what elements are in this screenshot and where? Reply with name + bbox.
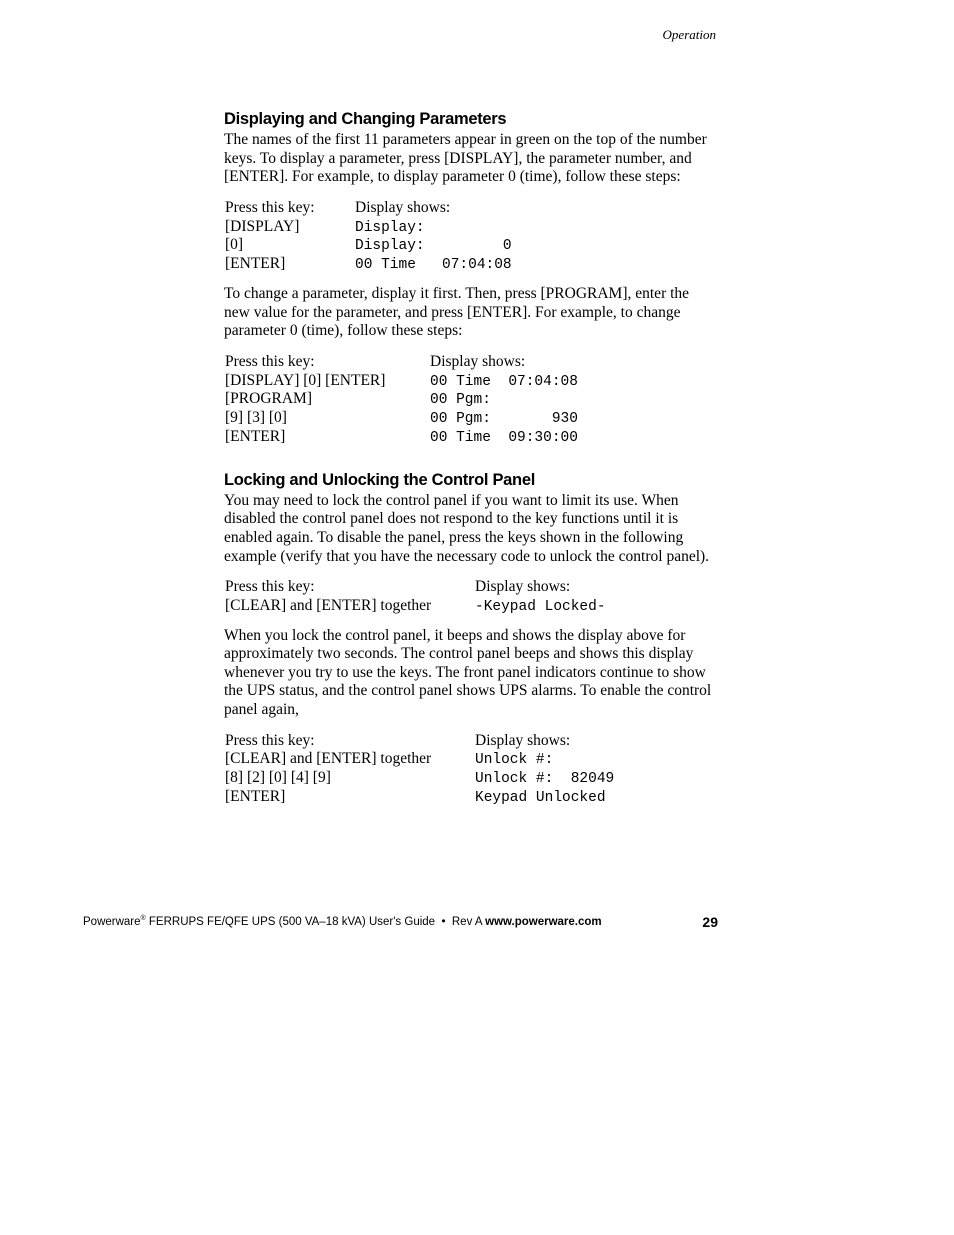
table-header-row (224, 199, 512, 218)
key-cell: [PROGRAM] (225, 390, 312, 408)
key-cell: [9] [3] [0] (225, 409, 287, 427)
section-heading-locking: Locking and Unlocking the Control Panel (224, 470, 535, 489)
table-row (224, 372, 578, 391)
section-heading-parameters: Displaying and Changing Parameters (224, 110, 507, 128)
display-cell: -Keypad Locked- (475, 598, 606, 615)
key-sequence-table (224, 353, 578, 447)
footer-brand: Powerware (83, 915, 141, 928)
table-header-row (224, 732, 614, 751)
table-row (224, 769, 614, 788)
display-cell: Unlock #: (475, 752, 554, 769)
key-cell: [ENTER] (225, 427, 286, 445)
page-number: 29 (702, 914, 718, 930)
display-cell: Display: (355, 219, 425, 236)
key-cell: [CLEAR] and [ENTER] together (225, 596, 432, 614)
footer-url-link[interactable]: www.powerware.com (485, 915, 602, 928)
table-row (224, 236, 512, 255)
table-row (224, 409, 578, 428)
table-row (224, 750, 614, 769)
display-cell: Keypad Unlocked (475, 790, 606, 807)
column-header-key: Press this key: (225, 352, 315, 370)
display-cell: Unlock #: 82049 (475, 771, 615, 788)
display-cell: 00 Time 09:30:00 (430, 429, 578, 446)
key-cell: [8] [2] [0] [4] [9] (225, 769, 331, 787)
table-row (224, 390, 578, 409)
table-row (224, 597, 606, 616)
paragraph: To change a parameter, display it first. Then, press [PROGRAM], enter the new value for the parameter, and press [ENTER]. For example, to change parameter 0 (time), follow these steps: (224, 284, 690, 340)
paragraph: When you lock the control panel, it beeps and shows the display above for approximately two seconds. The control panel beeps and shows this display whenever you try to use the keys. The front panel indicators continue to show the UPS status, and the control panel shows UPS alarms. To enable the control panel again, (224, 626, 712, 719)
column-header-key: Press this key: (225, 198, 315, 216)
display-cell: 00 Time 07:04:08 (430, 373, 578, 390)
column-header-display: Display shows: (475, 731, 571, 749)
key-cell: [ENTER] (225, 255, 286, 273)
key-cell: [ENTER] (225, 788, 286, 806)
page-body (224, 110, 718, 818)
column-header-key: Press this key: (225, 578, 315, 596)
display-cell: 00 Pgm: 930 (430, 411, 578, 428)
paragraph: The names of the first 11 parameters appear in green on the top of the number keys. To display a parameter, press [DISPLAY], the parameter number, and [ENTER]. For example, to display parameter 0 (time), follow these steps: (224, 131, 707, 186)
column-header-display: Display shows: (475, 578, 571, 596)
key-cell: [DISPLAY] (225, 217, 300, 235)
registered-mark: ® (140, 915, 146, 922)
paragraph: You may need to lock the control panel if you want to limit its use. When disabled the control panel does not respond to the key functions until it is enabled again. To disable the panel, press the keys shown in the following example (verify that you have the necessary code to unlock the control panel). (224, 491, 710, 565)
display-cell: Display: 0 (355, 238, 512, 255)
key-sequence-table (224, 578, 606, 616)
table-row (224, 255, 512, 274)
key-cell: [CLEAR] and [ENTER] together (225, 750, 432, 768)
table-header-row (224, 353, 578, 372)
page-footer (83, 915, 718, 928)
display-cell: 00 Time 07:04:08 (355, 257, 512, 274)
table-row (224, 218, 512, 237)
key-cell: [0] (225, 236, 244, 254)
key-sequence-table (224, 732, 614, 807)
key-cell: [DISPLAY] [0] [ENTER] (225, 371, 386, 389)
column-header-key: Press this key: (225, 731, 315, 749)
column-header-display: Display shows: (430, 352, 526, 370)
table-row (224, 788, 614, 807)
running-head: Operation (662, 27, 716, 42)
column-header-display: Display shows: (355, 198, 451, 216)
display-cell: 00 Pgm: (430, 392, 491, 409)
table-header-row (224, 578, 606, 597)
key-sequence-table (224, 199, 512, 274)
table-row (224, 428, 578, 447)
footer-title: FERRUPS FE/QFE UPS (500 VA–18 kVA) User's Guide • Rev A (145, 915, 486, 928)
